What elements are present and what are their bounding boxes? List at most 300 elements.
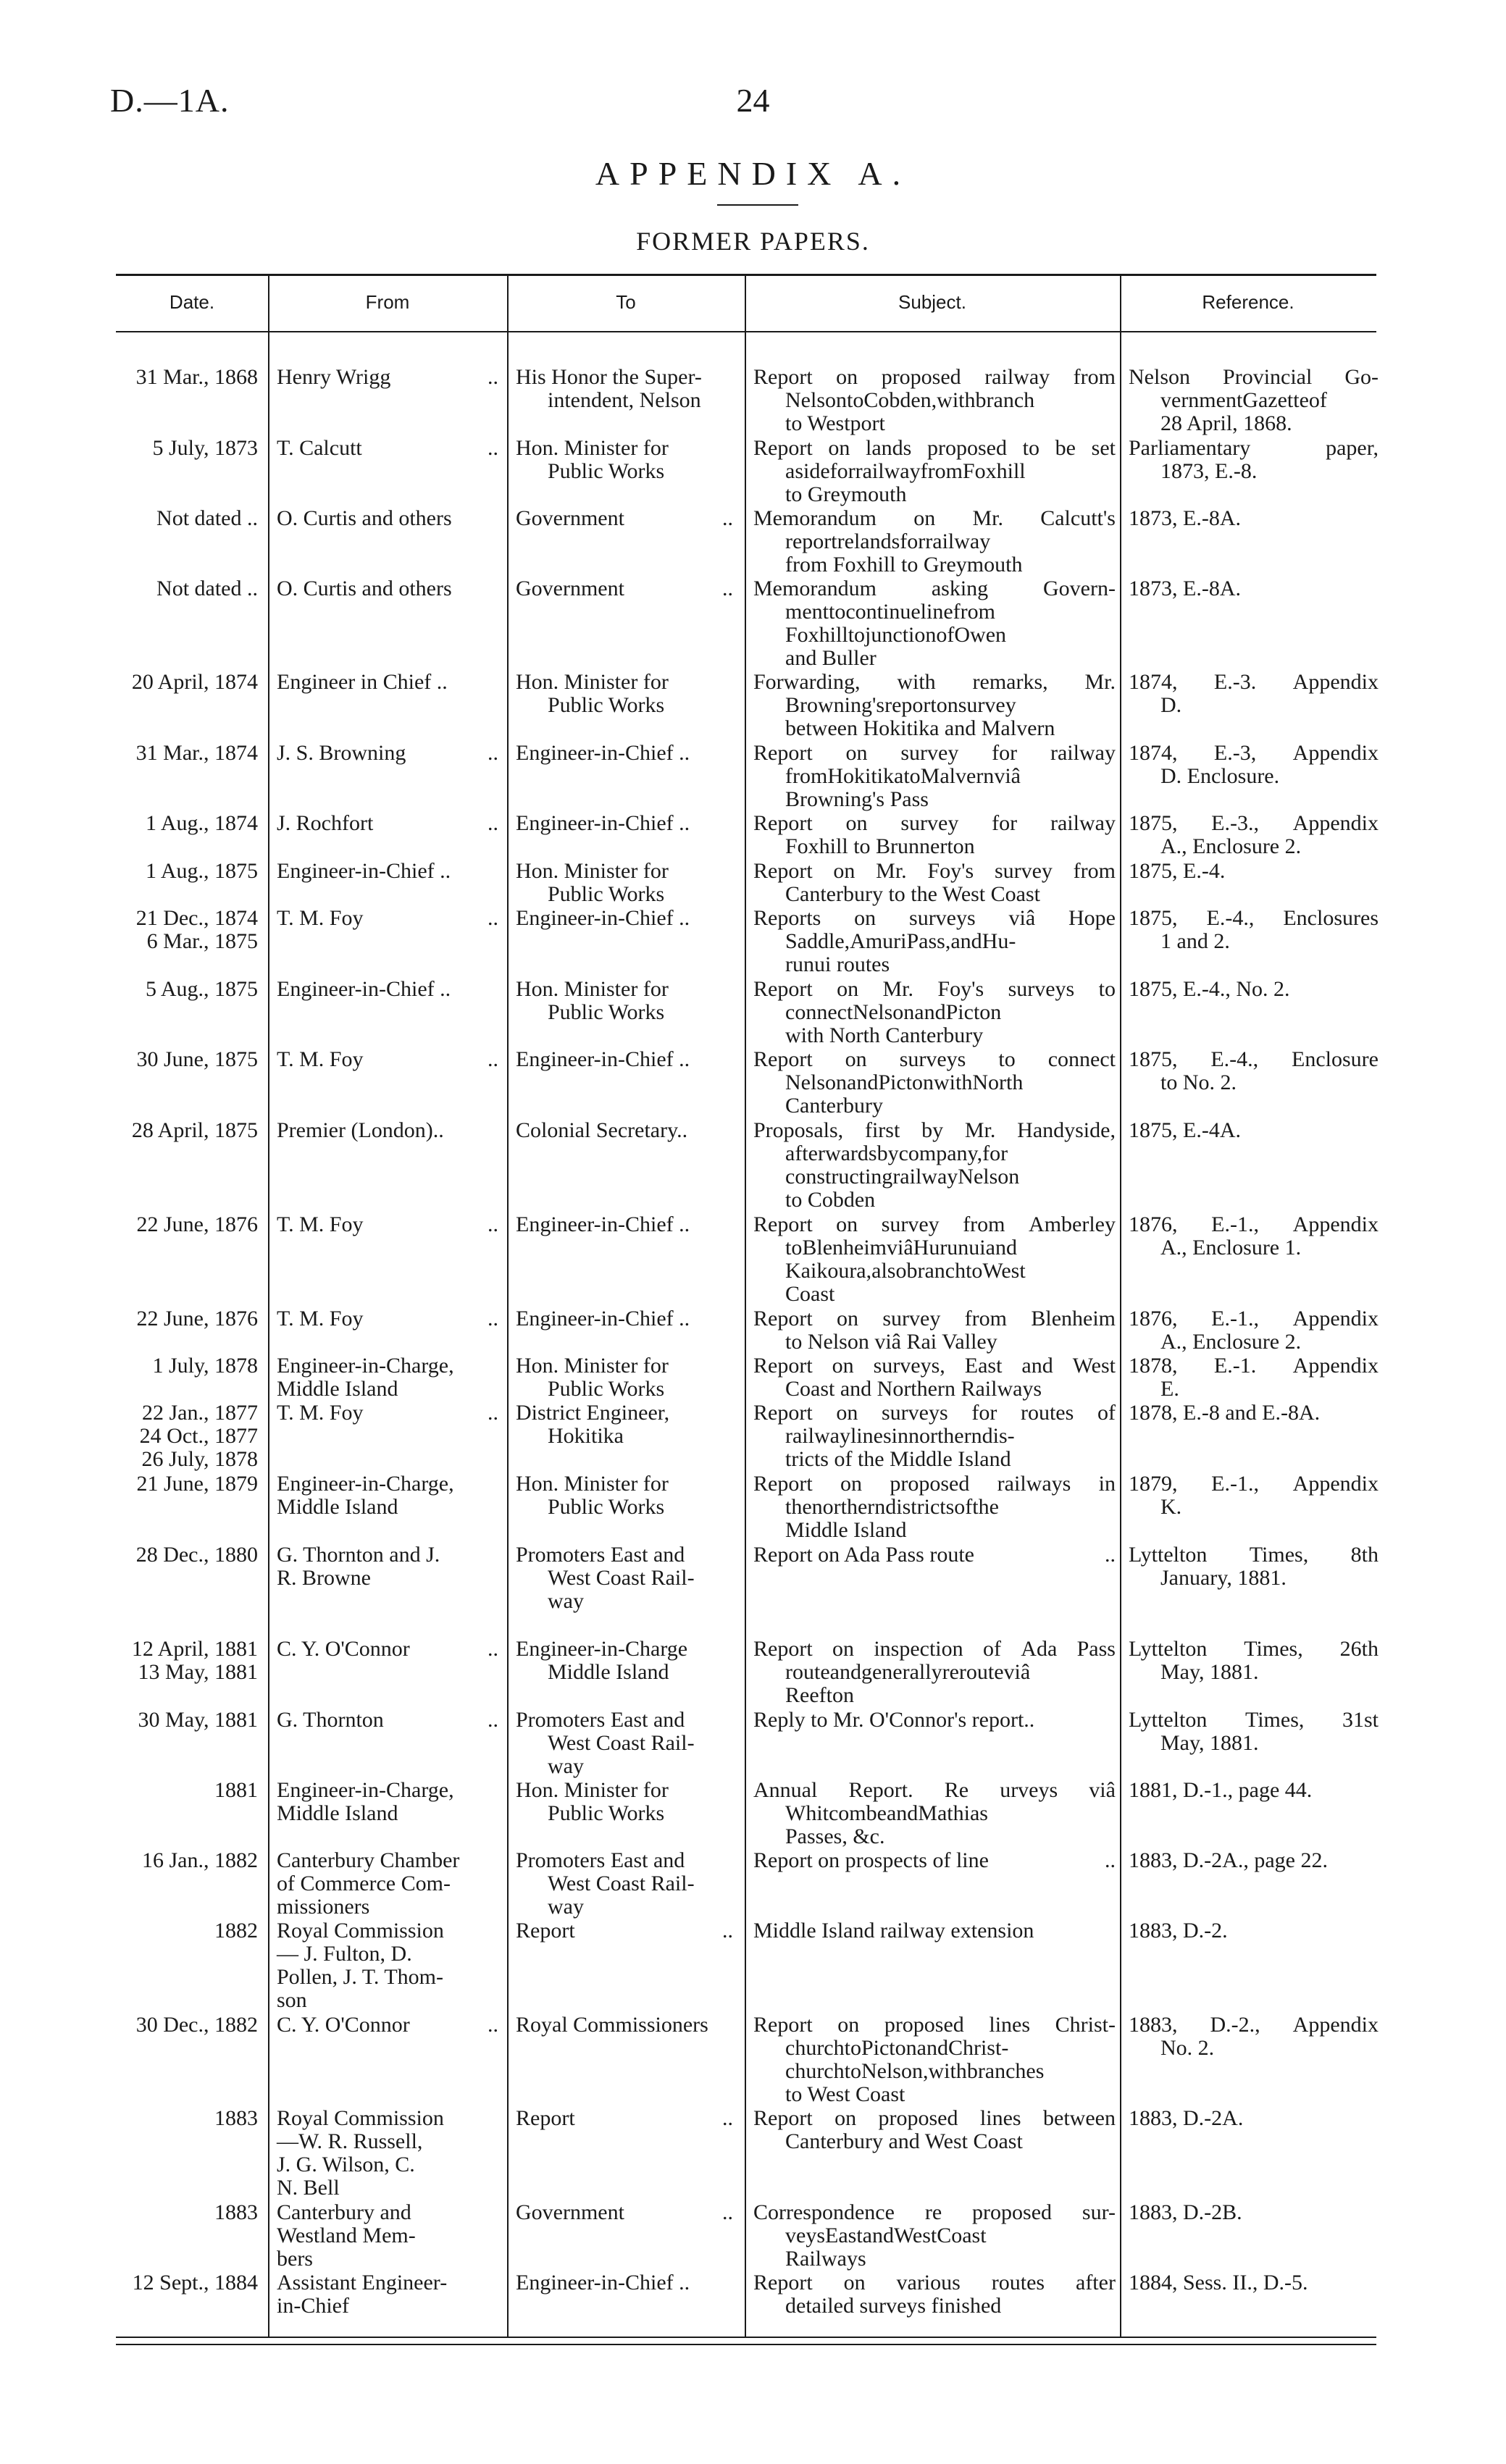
word: Coast: [937, 2224, 987, 2247]
cell-reference: 1876, E.-1., Appendix A., Enclosure 2.: [1129, 1307, 1379, 1354]
word: railways: [997, 1472, 1071, 1496]
word: with: [934, 1070, 973, 1094]
word: branches: [966, 2059, 1045, 2083]
cell-subject: Report on prospects of line ..: [753, 1848, 1116, 1872]
word: on: [836, 1212, 858, 1236]
cell-subject: Correspondence re proposed sur- veysEastandWestCoast Railways: [753, 2200, 1116, 2271]
cell-to: Engineer-in-Chief ..: [516, 1307, 690, 1331]
leader-dots: ..: [488, 906, 498, 930]
word: and: [1021, 1354, 1053, 1378]
column-header-to: To: [616, 291, 636, 313]
page-number: 24: [736, 82, 770, 119]
cell-subject: Report on proposed railways in thenortherndistrictsofthe Middle Island: [753, 1472, 1116, 1542]
table-bottom-rule: [116, 2337, 1376, 2338]
cell-subject: Memorandum asking Govern- menttocontinuelinefrom FoxhilltojunctionofOwen and Buller: [753, 577, 1116, 670]
word: Report: [753, 1307, 813, 1331]
cell-date: 5 Aug., 1875: [145, 977, 258, 1001]
word: Report: [753, 1637, 813, 1661]
word: East: [825, 2224, 863, 2247]
cell-date: Not dated ..: [156, 577, 258, 600]
word: generally: [861, 1660, 942, 1684]
cell-subject: Report on Mr. Foy's survey from Canterbury to the West Coast: [753, 859, 1116, 906]
word: of: [954, 1495, 973, 1519]
word: Picton: [878, 1070, 934, 1094]
cell-reference: 1879, E.-1., Appendix K.: [1129, 1472, 1379, 1519]
leader-dots: ..: [1105, 1848, 1116, 1872]
word: Hu-: [982, 929, 1016, 953]
cell-subject: Report on survey for railway fromHokitikatoMalvernviâ Browning's Pass: [753, 741, 1116, 811]
word: Hope: [1068, 906, 1116, 930]
word: surveys: [1008, 977, 1075, 1001]
word: set: [1091, 436, 1116, 460]
word: proposed: [881, 365, 961, 389]
word: 1883,: [1129, 2013, 1178, 2037]
word: Picton: [861, 2036, 917, 2060]
cell-to: Promoters East and West Coast Rail- way: [516, 1708, 695, 1778]
leader-dots: ..: [488, 1047, 498, 1071]
cell-to: Government ..: [516, 2200, 733, 2224]
cell-reference: 1883, D.-2.: [1129, 1919, 1228, 1943]
word: with: [928, 2059, 967, 2083]
cell-reference: 1883, D.-2A.: [1129, 2106, 1244, 2130]
word: the: [785, 1495, 812, 1519]
cell-date: 21 June, 1879: [136, 1472, 258, 1496]
word: Blenheim: [1031, 1307, 1116, 1331]
cell-reference: 1874, E.-3, Appendix D. Enclosure.: [1129, 741, 1379, 788]
word: E.-1.,: [1211, 1307, 1259, 1331]
word: to: [785, 1236, 803, 1260]
column-divider: [1120, 274, 1121, 2337]
cell-from: T. M. Foy ..: [277, 1047, 498, 1071]
word: Report: [753, 811, 813, 835]
word: surveys,: [873, 1354, 945, 1378]
word: railway: [785, 1424, 850, 1448]
cell-subject: Report on Ada Pass route ..: [753, 1543, 1116, 1567]
word: Report: [753, 436, 813, 460]
word: survey: [900, 811, 959, 835]
word: on: [837, 977, 859, 1001]
word: Times,: [1244, 1637, 1303, 1661]
word: on: [845, 741, 868, 765]
word: railway: [925, 529, 991, 553]
word: from: [785, 764, 828, 788]
cell-reference: Parliamentary paper, 1873, E.-8.: [1129, 436, 1379, 483]
word: lines: [850, 1424, 892, 1448]
word: in: [891, 1424, 908, 1448]
word: Provincial: [1223, 365, 1313, 389]
word: Report: [753, 1401, 813, 1425]
cell-to: Engineer-in-Chief ..: [516, 2271, 690, 2295]
word: re: [942, 1660, 959, 1684]
leader-dots: ..: [488, 1307, 498, 1331]
word: Nelson: [1129, 365, 1190, 389]
cell-from: J. Rochfort ..: [277, 811, 498, 835]
word: on: [828, 436, 850, 460]
column-divider: [268, 274, 269, 2337]
word: re: [924, 2200, 942, 2224]
cell-from: J. S. Browning ..: [277, 741, 498, 765]
word: Owen: [954, 623, 1007, 647]
word: West: [982, 1259, 1026, 1283]
word: proposed: [884, 2013, 964, 2037]
word: 1876,: [1129, 1307, 1178, 1331]
word: viâ: [1089, 1778, 1116, 1802]
word: Gazette: [1242, 388, 1309, 412]
word: viâ: [1003, 1660, 1031, 1684]
word: Appendix: [1292, 1212, 1379, 1236]
word: 1874,: [1129, 670, 1178, 694]
word: Appendix: [1292, 811, 1379, 835]
page-subtitle: FORMER PAPERS.: [636, 227, 870, 256]
cell-date: 1883: [214, 2200, 258, 2224]
cell-to: Government ..: [516, 506, 733, 530]
cell-subject: Report on proposed lines between Canterbury and West Coast: [753, 2106, 1116, 2153]
cell-to: Hon. Minister for Public Works: [516, 1778, 669, 1825]
cell-reference: 1875, E.-4., Enclosure to No. 2.: [1129, 1047, 1379, 1094]
cell-subject: Report on survey from Amberley toBlenheimviâHurunuiand Kaikoura,alsobranchtoWest Coast: [753, 1212, 1116, 1306]
word: on: [913, 506, 936, 530]
word: Nelson: [853, 1000, 915, 1024]
word: from: [963, 1212, 1005, 1236]
word: various: [896, 2271, 961, 2295]
word: on: [840, 1472, 862, 1496]
word: and: [950, 929, 982, 953]
word: Ada: [1021, 1637, 1058, 1661]
cell-to: Engineer-in-Charge Middle Island: [516, 1637, 688, 1684]
word: northern: [908, 1424, 982, 1448]
word: railway: [855, 459, 921, 483]
cell-to: Hon. Minister for Public Works: [516, 859, 669, 906]
word: Report: [753, 1212, 813, 1236]
word: and: [916, 2036, 948, 2060]
word: E.-4.,: [1210, 1047, 1259, 1071]
word: E.-1.: [1213, 1354, 1257, 1378]
word: with: [897, 670, 936, 694]
word: connect: [785, 1000, 853, 1024]
column-header-from: From: [365, 291, 410, 313]
word: E.-3.,: [1211, 811, 1259, 835]
word: E.-3,: [1213, 741, 1257, 765]
word: viâ: [994, 764, 1021, 788]
cell-reference: 1875, E.-4., Enclosures 1 and 2.: [1129, 906, 1379, 953]
word: by: [877, 1141, 899, 1165]
cell-reference: 1883, D.-2B.: [1129, 2200, 1242, 2224]
word: on: [845, 811, 868, 835]
word: Kaikoura,: [785, 1259, 872, 1283]
cell-date: 22 June, 1876: [136, 1307, 258, 1331]
cell-to: Hon. Minister for Public Works: [516, 436, 669, 483]
cell-subject: Report on survey from Blenheim to Nelson viâ Rai Valley: [753, 1307, 1116, 1354]
cell-subject: Report on surveys for routes of railwaylinesinnortherndis- tricts of the Middle Island: [753, 1401, 1116, 1471]
word: with: [937, 388, 976, 412]
word: Lyttelton: [1129, 1708, 1208, 1732]
cell-subject: Forwarding, with remarks, Mr. Browning'sreportonsurvey between Hokitika and Malvern: [753, 670, 1116, 740]
cell-reference: 1881, D.-1., page 44.: [1129, 1778, 1313, 1802]
cell-subject: Report on lands proposed to be set asideforrailwayfromFoxhill to Greymouth: [753, 436, 1116, 506]
cell-subject: Report on survey for railway Foxhill to Brunnerton: [753, 811, 1116, 858]
word: on: [834, 2106, 857, 2130]
word: and: [847, 1070, 879, 1094]
column-header-reference: Reference.: [1202, 291, 1294, 313]
word: railway: [1050, 811, 1116, 835]
word: report: [785, 529, 837, 553]
word: to: [844, 2059, 861, 2083]
cell-from: Engineer-in-Chief ..: [277, 977, 451, 1001]
word: E.-1.,: [1211, 1472, 1259, 1496]
cell-date: 1882: [214, 1919, 258, 1943]
word: D.-2.,: [1210, 2013, 1260, 2037]
cell-date: 1 Aug., 1874: [145, 811, 258, 835]
column-divider: [507, 274, 509, 2337]
word: 26th: [1339, 1637, 1379, 1661]
word: E.-1.,: [1211, 1212, 1259, 1236]
word: Report: [753, 2106, 813, 2130]
word: to: [903, 764, 921, 788]
cell-to: Promoters East and West Coast Rail- way: [516, 1543, 695, 1613]
word: proposed: [972, 2200, 1053, 2224]
word: Nelson: [785, 388, 847, 412]
cell-from: G. Thornton and J. R. Browne: [277, 1543, 440, 1590]
word: Mr.: [964, 1118, 996, 1142]
cell-to: Report ..: [516, 1919, 733, 1943]
cell-date: 12 April, 1881 13 May, 1881: [131, 1637, 258, 1684]
word: for: [982, 1141, 1008, 1165]
document-reference-code: D.—1A.: [110, 82, 230, 119]
cell-from: Canterbury and Westland Mem- bers: [277, 2200, 416, 2271]
word: Christ-: [1055, 2013, 1116, 2037]
leader-dots: ..: [488, 2013, 498, 2037]
word: routes: [1020, 1401, 1074, 1425]
word: and: [862, 2224, 894, 2247]
word: Times,: [1244, 1708, 1305, 1732]
cell-date: 30 June, 1875: [136, 1047, 258, 1071]
cell-to: District Engineer, Hokitika: [516, 1401, 670, 1448]
word: Hurunui: [913, 1236, 986, 1260]
cell-date: 31 Mar., 1874: [135, 741, 258, 765]
word: of: [1308, 388, 1327, 412]
word: East: [964, 1354, 1003, 1378]
word: and: [886, 1801, 919, 1825]
word: 1879,: [1129, 1472, 1178, 1496]
word: company,: [898, 1141, 983, 1165]
word: Mr.: [876, 859, 907, 883]
word: and: [829, 1660, 861, 1684]
word: report: [884, 693, 937, 717]
cell-date: 30 May, 1881: [138, 1708, 258, 1732]
cell-from: T. M. Foy ..: [277, 1401, 498, 1425]
column-divider: [745, 274, 746, 2337]
word: West: [893, 2224, 937, 2247]
cell-reference: 1875, E.-4.: [1129, 859, 1226, 883]
word: junction: [865, 623, 937, 647]
word: from: [953, 600, 995, 624]
cell-reference: 1876, E.-1., Appendix A., Enclosure 1.: [1129, 1212, 1379, 1260]
cell-reference: Lyttelton Times, 26th May, 1881.: [1129, 1637, 1379, 1684]
cell-reference: 1875, E.-4A.: [1129, 1118, 1241, 1142]
word: to: [829, 600, 846, 624]
word: Report: [753, 365, 813, 389]
cell-date: 12 Sept., 1884: [132, 2271, 258, 2295]
word: Report: [753, 1354, 813, 1378]
cell-from: Canterbury Chamber of Commerce Com- missioners: [277, 1848, 460, 1919]
word: 1875,: [1129, 811, 1178, 835]
cell-subject: Proposals, first by Mr. Handyside, afterwardsbycompany,for constructingrailwayNelson to Cobden: [753, 1118, 1116, 1212]
word: Blenheim: [802, 1236, 887, 1260]
word: Report: [753, 977, 813, 1001]
word: afterwards: [785, 1141, 877, 1165]
word: proposed: [890, 1472, 970, 1496]
word: 8th: [1350, 1543, 1379, 1567]
cell-reference: Lyttelton Times, 31st May, 1881.: [1129, 1708, 1379, 1755]
cell-subject: Reports on surveys viâ Hope Saddle,AmuriPass,andHu- runui routes: [753, 906, 1116, 976]
word: on: [936, 693, 958, 717]
cell-subject: Reply to Mr. O'Connor's report..: [753, 1708, 1035, 1732]
cell-from: Engineer-in-Charge, Middle Island: [277, 1778, 454, 1825]
word: 1878,: [1129, 1354, 1178, 1378]
word: Nelson,: [861, 2059, 929, 2083]
word: between: [1043, 2106, 1116, 2130]
cell-reference: 1873, E.-8A.: [1129, 506, 1241, 530]
cell-to: Engineer-in-Chief ..: [516, 741, 690, 765]
word: Memorandum: [753, 506, 877, 530]
word: Foxhill: [785, 623, 848, 647]
cell-date: 1883: [214, 2106, 258, 2130]
word: Memorandum: [753, 577, 877, 600]
word: Appendix: [1292, 2013, 1379, 2037]
cell-date: 16 Jan., 1882: [142, 1848, 258, 1872]
word: lines: [989, 2013, 1031, 2037]
leader-dots: ..: [488, 1212, 498, 1236]
word: of: [982, 1637, 1001, 1661]
word: Times,: [1249, 1543, 1309, 1567]
word: lands: [866, 436, 912, 460]
cell-reference: 1878, E.-1. Appendix E.: [1129, 1354, 1379, 1401]
cell-from: Royal Commission —W. R. Russell, J. G. Wilson, C. N. Bell: [277, 2106, 444, 2200]
cell-from: C. Y. O'Connor ..: [277, 1637, 498, 1661]
cell-reference: 1875, E.-3., Appendix A., Enclosure 2.: [1129, 811, 1379, 858]
word: proposed: [878, 2106, 958, 2130]
word: 1874,: [1129, 741, 1178, 765]
word: North: [972, 1070, 1024, 1094]
leader-dots: ..: [722, 2106, 733, 2130]
cell-from: Henry Wrigg ..: [277, 365, 498, 389]
word: first: [864, 1118, 900, 1142]
word: survey: [958, 693, 1016, 717]
cell-from: O. Curtis and others: [277, 577, 452, 600]
cell-to: Promoters East and West Coast Rail- way: [516, 1848, 695, 1919]
word: on: [832, 1354, 854, 1378]
word: lines: [979, 2106, 1021, 2130]
word: Re: [944, 1778, 969, 1802]
word: surveys: [882, 1401, 948, 1425]
word: continue: [845, 600, 921, 624]
leader-dots: ..: [722, 1919, 733, 1943]
word: Amberley: [1029, 1212, 1116, 1236]
cell-date: 28 April, 1875: [131, 1118, 258, 1142]
word: also: [871, 1259, 907, 1283]
word: veys: [785, 2224, 825, 2247]
cell-subject: Report on surveys to connect NelsonandPictonwithNorth Canterbury: [753, 1047, 1116, 1118]
word: Report: [753, 859, 813, 883]
cell-to: Government ..: [516, 577, 733, 600]
cell-to: Hon. Minister for Public Works: [516, 670, 669, 717]
word: West: [1072, 1354, 1116, 1378]
cell-reference: 1878, E.-8 and E.-8A.: [1129, 1401, 1321, 1425]
word: vernment: [1160, 388, 1243, 412]
word: Enclosures: [1283, 906, 1379, 930]
word: after: [1076, 2271, 1116, 2295]
word: districts: [885, 1495, 955, 1519]
cell-from: O. Curtis and others: [277, 506, 452, 530]
word: to: [847, 388, 864, 412]
word: Christ-: [947, 2036, 1009, 2060]
word: to: [1098, 977, 1116, 1001]
word: constructing: [785, 1165, 893, 1189]
word: Pass,: [906, 929, 951, 953]
word: on: [845, 1047, 867, 1071]
word: in: [1098, 1472, 1116, 1496]
word: on: [836, 1401, 858, 1425]
cell-to: Report ..: [516, 2106, 733, 2130]
word: asking: [931, 577, 989, 600]
word: Hokitika: [827, 764, 904, 788]
word: Pass: [1076, 1637, 1116, 1661]
word: Correspondence: [753, 2200, 895, 2224]
word: remarks,: [972, 670, 1048, 694]
word: routes: [991, 2271, 1045, 2295]
word: survey: [882, 1307, 941, 1331]
word: Cobden,: [863, 388, 937, 412]
word: Appendix: [1292, 1472, 1379, 1496]
word: survey: [994, 859, 1053, 883]
word: of: [936, 623, 955, 647]
leader-dots: ..: [722, 577, 733, 600]
word: for: [992, 811, 1018, 835]
leader-dots: ..: [488, 741, 498, 765]
cell-subject: Report on proposed railway from NelsontoCobden,withbranch to Westport: [753, 365, 1116, 435]
cell-from: T. Calcutt ..: [277, 436, 498, 460]
leader-dots: ..: [488, 436, 498, 460]
word: from: [964, 1307, 1007, 1331]
word: railway: [1050, 741, 1116, 765]
word: Govern-: [1043, 577, 1116, 600]
word: Enclosure: [1292, 1047, 1379, 1071]
word: Forwarding,: [753, 670, 861, 694]
cell-date: 5 July, 1873: [152, 436, 258, 460]
word: to: [1022, 436, 1039, 460]
cell-to: Engineer-in-Chief ..: [516, 906, 690, 930]
word: from: [920, 459, 963, 483]
word: dis-: [982, 1424, 1015, 1448]
leader-dots: ..: [488, 1708, 498, 1732]
word: of: [1097, 1401, 1116, 1425]
word: on: [854, 906, 877, 930]
word: aside: [785, 459, 830, 483]
cell-subject: Report on various routes after detailed surveys finished: [753, 2271, 1116, 2318]
word: and: [985, 1236, 1017, 1260]
cell-from: Engineer in Chief ..: [277, 670, 448, 694]
leader-dots: ..: [722, 2200, 733, 2224]
word: northern: [811, 1495, 886, 1519]
word: on: [837, 1307, 858, 1331]
word: 1875,: [1129, 906, 1178, 930]
cell-date: 31 Mar., 1868: [135, 365, 258, 389]
cell-from: T. M. Foy ..: [277, 1212, 498, 1236]
word: connect: [1047, 1047, 1116, 1071]
table-bottom-rule-double: [116, 2344, 1376, 2345]
word: line: [920, 600, 953, 624]
word: Foy's: [927, 859, 974, 883]
